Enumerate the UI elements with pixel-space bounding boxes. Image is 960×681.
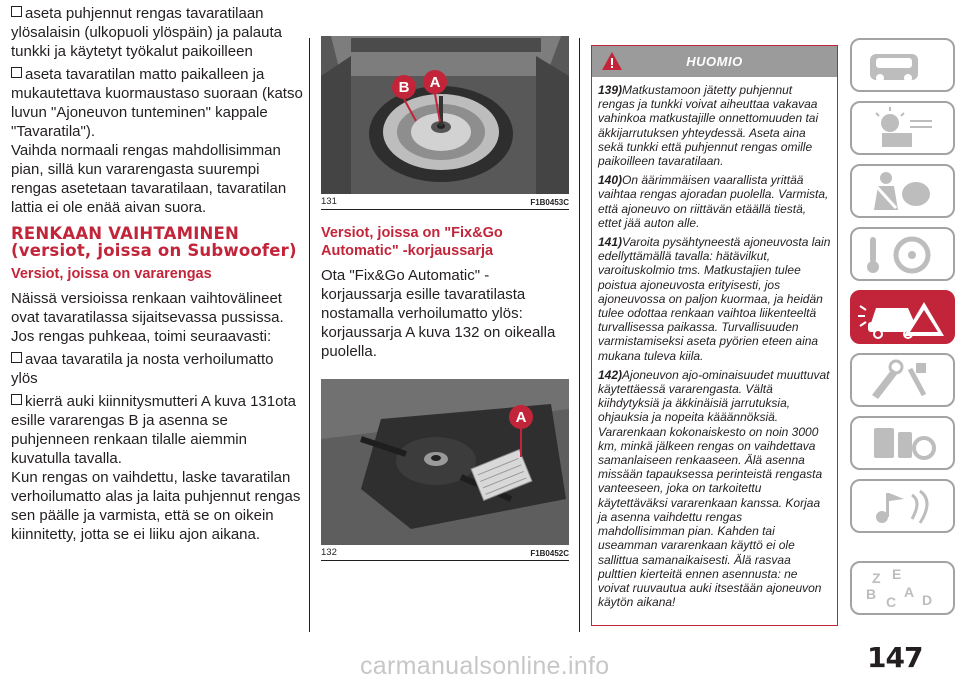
- warning-text: Varoita pysähtyneestä ajoneuvosta lain edellyttämällä tavalla: hätävilkut, varoituskolmio tms. Matkustajien tulee poistua ajoneuvosta erityisesti, jos ajoneuvossa on paljon kuormaa, ja heidän tulee odottaa renkaan vaihtoa liikenteeltä turvallisessa paikassa. Turvallisuuden varmistamiseksi aseta pyörien eteen aina mukana tuleva kiila.: [598, 235, 831, 363]
- warning-item: [598, 235, 832, 363]
- warning-header: [592, 46, 837, 77]
- spare-wheel-illustration: [321, 36, 569, 194]
- column-divider: [309, 38, 310, 632]
- subsection-heading: Versiot, joissa on "Fix&Go Automatic" -korjaussarja: [321, 225, 503, 259]
- maintenance-tools-icon: [852, 355, 953, 405]
- body-text: Kun rengas on vaihdettu, laske tavaratilan verhoilumatto alas ja laita puhjennut rengas sen päälle ja varmista, että se on oikein kiinnitetty, jotta se ei liiku ajon aikana.: [11, 469, 301, 543]
- subsection-heading: Versiot, joissa on vararengas: [11, 266, 212, 282]
- warning-number: 139): [598, 83, 623, 97]
- tab-emergency[interactable]: [850, 290, 955, 344]
- warning-box: [591, 45, 838, 626]
- figure-caption: [321, 194, 569, 210]
- body-text: Ota "Fix&Go Automatic" -korjaussarja esille tavaratilasta nostamalla verhoilumatto ylös: korjaussarja A kuva 132 on oikealla puolella.: [321, 267, 556, 360]
- warning-text: Ajoneuvon ajo-ominaisuudet muuttuvat käytettäessä vararengasta. Vältä kiihdytyksiä ja äkkinäisiä jarrutuksia, ohjauksia ja nopeita kääännöksiä. Vararenkaan kokonaiskesto on noin 3000 km, minkä jälkeen rengas on vaihdettava samanlaiseen renkaaseen. Älä asenna missään tapauksessa perinteistä rengasta vanteeseen, joka on tarkoitettu käytettäväksi vararenkaan kanssa. Korjaa ja asenna vaihdettu rengas mahdollisimman pian. Kahden tai useamman vararenkaan käyttö ei ole sallittua samanaikaisesti. Älä rasvaa pulttien kierteitä ennen asennusta: ne voivat ruuvautua auki itsestään ajoneuvon käytön aikana!: [598, 367, 830, 610]
- svg-text:D: D: [922, 592, 933, 608]
- bullet-box-icon: [11, 352, 22, 363]
- instruction-text: aseta puhjennut rengas tavaratilaan ylösalaisin (ulkopuoli ylöspäin) ja palauta tunkki ja käytetyt työkalut paikoilleen: [11, 5, 282, 60]
- callout-b: B: [398, 79, 410, 96]
- svg-text:B: B: [866, 586, 877, 602]
- warning-number: 140): [598, 173, 623, 188]
- index-letters-icon: [852, 563, 953, 613]
- warning-text: Matkustamoon jätetty puhjennut rengas ja tunkki voivat aiheuttaa vakavaa vahinkoa matkustajille onnettomuuden tai äkkijarrutuksen yhteydessä. Aseta aina sekä tunkki että puhjennut rengas omille paikoilleen tavaratilaan.: [598, 83, 819, 169]
- warning-number: 142): [598, 367, 623, 382]
- tab-multimedia[interactable]: [850, 479, 955, 533]
- tab-technical-data[interactable]: [850, 416, 955, 470]
- key-steering-icon: [852, 229, 953, 279]
- warning-item: [598, 83, 832, 168]
- svg-text:C: C: [886, 594, 897, 610]
- svg-text:E: E: [892, 566, 902, 582]
- callout-a: A: [515, 409, 527, 426]
- emergency-car-icon: [852, 292, 953, 342]
- warning-body: [592, 77, 837, 609]
- warning-item: [598, 368, 832, 609]
- column-middle: [321, 36, 569, 567]
- column-left: [11, 4, 303, 548]
- warning-triangle-icon: [601, 51, 623, 71]
- instruction-text: aseta tavaratilan matto paikalleen ja mukautettava kuormaustaso suoraan (katso luvun "Ajoneuvon tunteminen" kappale "Tavaratila").: [11, 66, 303, 140]
- body-text: Vaihda normaali rengas mahdollisimman pian, sillä kun vararengasta suurempi rengas asetetaan tavaratilaan, tavaratilan lattia ei ole enää aivan suora.: [11, 142, 287, 216]
- tab-index[interactable]: [850, 561, 955, 615]
- repair-kit-illustration: [321, 379, 569, 545]
- column-divider: [579, 38, 580, 632]
- instruction-text: avaa tavaratila ja nosta verhoilumatto ylös: [11, 351, 274, 387]
- car-dashboard-icon: [852, 40, 953, 90]
- seatbelt-airbag-icon: [852, 166, 953, 216]
- figure-code: F1B0453C: [530, 198, 569, 207]
- figure-131: [321, 36, 569, 194]
- warning-title: HUOMIO: [686, 54, 743, 69]
- figure-number: 132: [321, 547, 337, 558]
- watermark: carmanualsonline.info: [360, 652, 610, 680]
- figure-code: F1B0452C: [530, 549, 569, 558]
- multimedia-icon: [852, 481, 953, 531]
- tab-maintenance[interactable]: [850, 353, 955, 407]
- callout-a: A: [429, 74, 441, 91]
- warning-number: 141): [598, 235, 623, 250]
- figure-132: [321, 379, 569, 545]
- technical-data-icon: [852, 418, 953, 468]
- svg-text:Z: Z: [872, 570, 881, 586]
- instruction-text: kierrä auki kiinnitysmutteri A kuva 131ota esille vararengas B ja asenna se puhjenneen renkaan tilalle aiemmin kuvatulla tavalla.: [11, 393, 296, 467]
- tab-warning-lights[interactable]: [850, 101, 955, 155]
- page-number: 147: [867, 641, 923, 674]
- bullet-box-icon: [11, 394, 22, 405]
- warning-text: On äärimmäisen vaarallista yrittää vaihtaa rengas ajoradan puolella. Varmista, että ajoneuvo on riittävän etäällä tiestä, ettet jää auton alle.: [598, 173, 829, 230]
- warning-lights-icon: [852, 103, 953, 153]
- figure-caption: [321, 545, 569, 561]
- body-text: Näissä versioissa renkaan vaihtovälineet ovat tavaratilassa sijaitsevassa pussissa.: [11, 290, 284, 326]
- body-text: Jos rengas puhkeaa, toimi seuraavasti:: [11, 328, 272, 345]
- figure-number: 131: [321, 196, 337, 207]
- warning-item: [598, 173, 832, 230]
- bullet-box-icon: [11, 6, 22, 17]
- svg-text:A: A: [904, 584, 915, 600]
- tab-safety[interactable]: [850, 164, 955, 218]
- tab-starting-driving[interactable]: [850, 227, 955, 281]
- section-heading: RENKAAN VAIHTAMINEN (versiot, joissa on Subwoofer): [11, 224, 297, 260]
- tab-dashboard[interactable]: [850, 38, 955, 92]
- bullet-box-icon: [11, 67, 22, 78]
